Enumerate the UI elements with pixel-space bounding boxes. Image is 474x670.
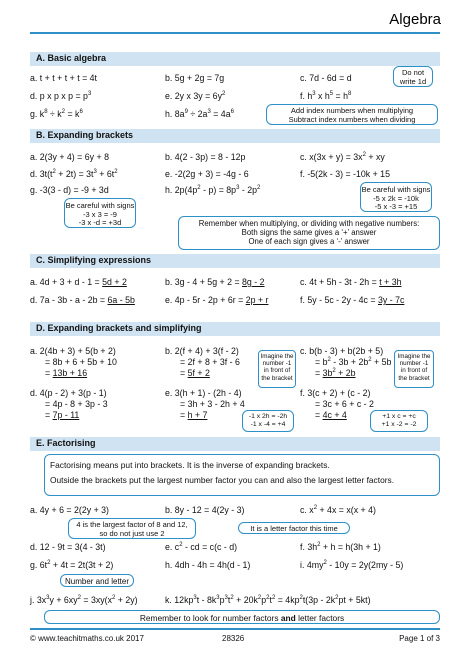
note-imagine-plus-one: Imagine the number -1 in front of the bracket [394, 350, 434, 388]
question-d-f-line2: = 3c + 6 + c - 2 [315, 399, 374, 409]
question-c-b: b. 3g - 4 + 5g + 2 = 8g - 2 [165, 277, 265, 287]
question-d-f-line3: = 4c + 4 [315, 410, 347, 420]
note-minus-one-working: -1 x 2h = -2h -1 x -4 = +4 [242, 410, 294, 432]
question-c-d: d. 7a - 3b - a - 2b = 6a - 5b [30, 295, 135, 305]
question-e-g: g. $6t^2 + 4t = 2t(3t + 2)$ [30, 560, 114, 570]
question-d-c-line3: = $3b^2 + 2b$ [315, 368, 356, 378]
question-b-d: d. $3t(t^2 + 2t) = 3t^3 + 6t^2$ [30, 169, 118, 179]
question-d-e-line2: = 3h + 3 - 2h + 4 [180, 399, 245, 409]
question-b-e: e. -2(2g + 3) = -4g - 6 [165, 169, 249, 179]
note-negative-numbers: Remember when multiplying, or dividing with negative numbers: Both signs the same gives a ‘+’ answer One of each sign gives a ‘-’ answer [178, 216, 440, 250]
question-d-a-line2: = 8b + 6 + 5b + 10 [45, 357, 117, 367]
note-remember-factors: Remember to look for number factors and letter factors [44, 610, 440, 624]
note-number-and-letter: Number and letter [60, 574, 134, 587]
question-d-d-line2: = 4p - 8 + 3p - 3 [45, 399, 108, 409]
note-plus-one-working: +1 x c = +c +1 x -2 = -2 [370, 410, 428, 432]
question-e-i: i. $4my^2 - 10y = 2y(2my - 5)$ [300, 560, 404, 570]
question-a-b: b. 5g + 2g = 7g [165, 73, 225, 83]
note-do-not-write-1d: Do not write 1d [393, 66, 433, 87]
section-a-header: A. Basic algebra [30, 52, 440, 66]
note-signs-right: Be careful with signs -5 x 2k = -10k -5 x -3 = +15 [360, 182, 432, 212]
question-d-b-line1: b. 2(f + 4) + 3(f - 2) [165, 346, 239, 356]
footer-rule [30, 628, 440, 630]
question-b-a: a. 2(3y + 4) = 6y + 8 [30, 152, 109, 162]
factorising-definition: Factorising means put into brackets. It is the inverse of expanding brackets. Outside the brackets put the largest number factor you can and also the largest letter factors. [44, 454, 440, 496]
question-e-j: j. $3x^3y + 6xy^2 = 3xy(x^2 + 2y)$ [30, 595, 138, 605]
note-signs-left: Be careful with signs -3 x 3 = -9 -3 x -d = +3d [64, 198, 136, 228]
question-b-c: c. $x(3x + y) = 3x^2$ + xy [300, 152, 385, 162]
note-largest-factor: 4 is the largest factor of 8 and 12, so do not just use 2 [68, 518, 196, 539]
question-d-d-line1: d. 4(p - 2) + 3(p - 1) [30, 388, 107, 398]
question-b-g: g. -3(3 - d) = -9 + 3d [30, 185, 109, 195]
question-d-e-line3: = h + 7 [180, 410, 208, 420]
question-e-f: f. $3h^2 + h = h(3h + 1)$ [300, 542, 381, 552]
question-b-h: h. $2p(4p^2 - p) = 8p^3 - 2p^2$ [165, 185, 261, 195]
footer-code: 28326 [222, 634, 245, 643]
page-title: Algebra [389, 11, 441, 28]
question-a-a: a. t + t + t + t = 4t [30, 73, 97, 83]
section-b-header: B. Expanding brackets [30, 129, 440, 143]
question-d-b-line3: = 5f + 2 [180, 368, 210, 378]
question-c-f: f. 5y - 5c - 2y - 4c = 3y - 7c [300, 295, 405, 305]
question-e-e: e. $c^2$ - cd = c(c - d) [165, 542, 238, 552]
question-d-b-line2: = 2f + 8 + 3f - 6 [180, 357, 240, 367]
section-e-header: E. Factorising [30, 437, 440, 451]
question-e-k: k. $12kp^3t - 8k^3p^3t^2 + 20k^2p^2t^2 = 4kp^2t(3p - 2k^2pt + 5kt)$ [165, 595, 371, 605]
question-c-a: a. 4d + 3 + d - 1 = 5d + 2 [30, 277, 127, 287]
question-e-d: d. 12 - 9t = 3(4 - 3t) [30, 542, 106, 552]
question-c-c: c. 4t + 5h - 3t - 2h = t + 3h [300, 277, 402, 287]
note-imagine-minus-one: Imagine the number -1 in front of the bracket [258, 350, 296, 388]
question-e-a: a. 4y + 6 = 2(2y + 3) [30, 505, 109, 515]
footer-copyright: © www.teachitmaths.co.uk 2017 [30, 634, 144, 643]
note-letter-factor: It is a letter factor this time [238, 522, 350, 534]
section-d-header: D. Expanding brackets and simplifying [30, 322, 440, 336]
note-index-rules: Add index numbers when multiplying Subtract index numbers when dividing [266, 104, 438, 125]
question-c-e: e. 4p - 5r - 2p + 6r = 2p + r [165, 295, 269, 305]
question-d-d-line3: = 7p - 11 [45, 410, 80, 420]
question-a-e: e. 2y x $3y = 6y^2$ [165, 91, 226, 101]
question-e-c: c. $x^2 + 4x = x(x + 4)$ [300, 505, 376, 515]
question-a-h: h. $8a^9 \div 2a^3 = 4a^6$ [165, 109, 234, 119]
question-d-a-line3: = 13b + 16 [45, 368, 88, 378]
section-c-header: C. Simplifying expressions [30, 254, 440, 268]
footer-page-number: Page 1 of 3 [399, 634, 440, 643]
question-a-g: g. $k^8 \div k^2 = k^6$ [30, 109, 83, 119]
question-e-h: h. 4dh - 4h = 4h(d - 1) [165, 560, 251, 570]
question-d-c-line1: c. b(b - 3) + b(2b + 5) [300, 346, 384, 356]
header-rule [30, 32, 440, 34]
question-a-c: c. 7d - 6d = d [300, 73, 352, 83]
question-d-c-line2: = $b^2 - 3b + 2b^2 + 5b$ [315, 357, 392, 367]
question-b-f: f. -5(2k - 3) = -10k + 15 [300, 169, 390, 179]
question-e-b: b. 8y - 12 = 4(2y - 3) [165, 505, 245, 515]
question-d-f-line1: f. 3(c + 2) + (c - 2) [300, 388, 371, 398]
question-b-b: b. 4(2 - 3p) = 8 - 12p [165, 152, 246, 162]
question-d-a-line1: a. 2(4b + 3) + 5(b + 2) [30, 346, 116, 356]
question-a-f: f. $h^3$ x $h^5 = h^8$ [300, 91, 352, 101]
question-d-e-line1: e. 3(h + 1) - (2h - 4) [165, 388, 242, 398]
question-a-d: d. p x p x $p = p^3$ [30, 91, 92, 101]
